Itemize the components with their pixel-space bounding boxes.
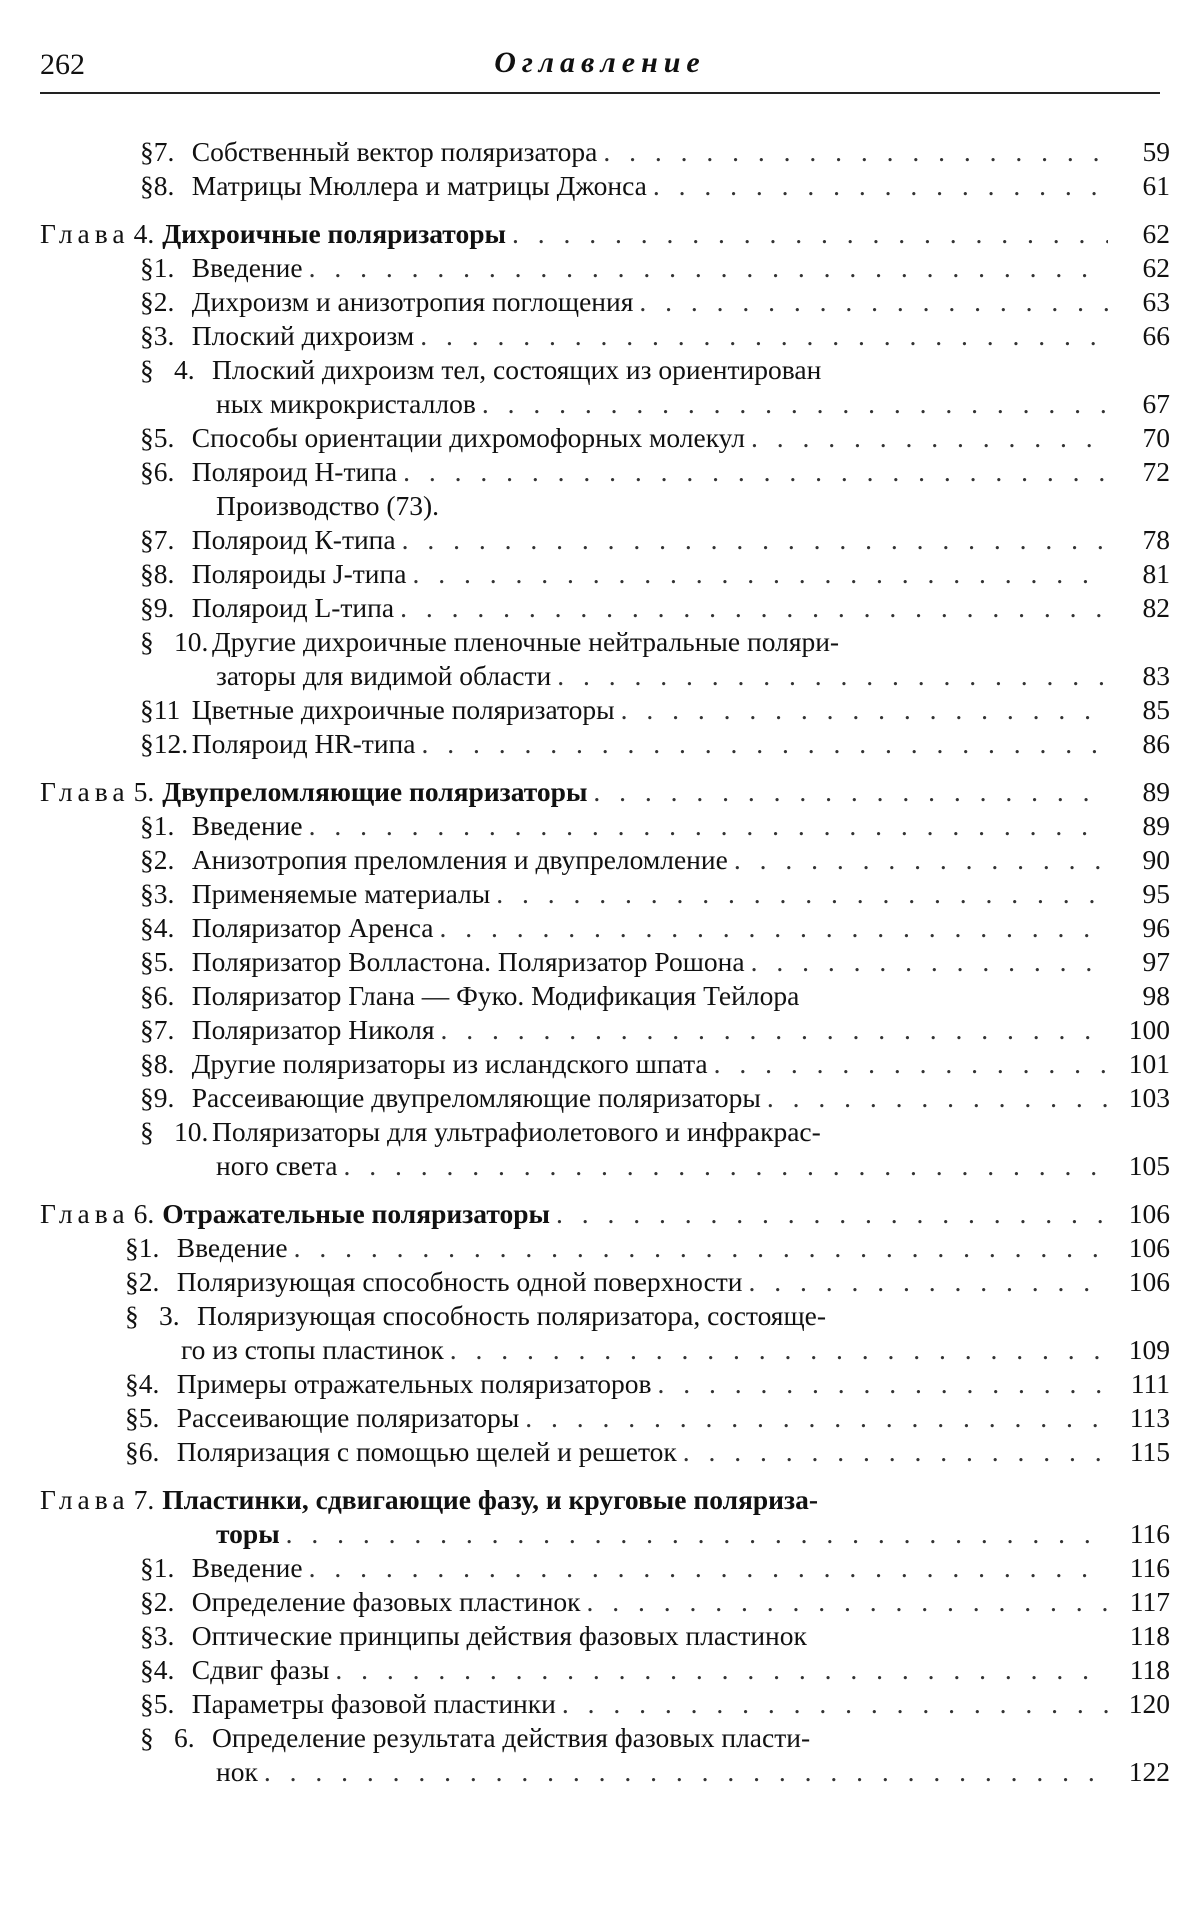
- section-number: 2.: [138, 1266, 160, 1297]
- entry-title: Параметры фазовой пластинки: [191, 1688, 556, 1719]
- toc-section: [40, 169, 1170, 203]
- entry-title: Другие дихроичные пленочные нейтральные поляри-: [212, 626, 840, 657]
- toc-continuation: [40, 1517, 1170, 1551]
- dot-leader: [402, 523, 1108, 557]
- page-ref: 106: [1128, 1232, 1170, 1263]
- page-ref: 97: [1142, 946, 1170, 977]
- page-ref: 98: [1142, 980, 1170, 1011]
- section-sign: §: [125, 1232, 139, 1263]
- page-ref: 89: [1142, 776, 1170, 807]
- toc-continuation: [40, 1333, 1170, 1367]
- entry-title: Введение: [191, 1552, 303, 1583]
- toc-chapter: [40, 217, 1170, 251]
- section-sign: §: [140, 1082, 154, 1113]
- chapter-word: Глава: [40, 1484, 130, 1515]
- page-ref: 122: [1128, 1756, 1170, 1787]
- entry-title: Поляроиды J-типа: [191, 558, 407, 589]
- entry-title: Поляризатор Глана — Фуко. Модификация Тейлора: [191, 980, 800, 1011]
- section-number: 1.: [138, 1232, 160, 1263]
- page-ref: 59: [1142, 136, 1170, 167]
- section-number: 7.: [153, 524, 175, 555]
- toc-section: [40, 1721, 1170, 1755]
- section-sign: §: [125, 1368, 139, 1399]
- entry-title: Отражательные поляризаторы: [162, 1198, 550, 1229]
- entry-title: го из стопы пластинок: [181, 1334, 444, 1365]
- section-sign: §: [140, 592, 154, 623]
- toc-chapter: [40, 775, 1170, 809]
- dot-leader: [512, 217, 1108, 251]
- dot-leader: [653, 169, 1108, 203]
- section-sign: §: [140, 1620, 154, 1651]
- section-number: 1.: [153, 252, 175, 283]
- section-sign: §: [140, 558, 154, 589]
- dot-leader: [294, 1231, 1108, 1265]
- entry-title: Собственный вектор поляризатора: [191, 136, 598, 167]
- section-sign: §: [140, 728, 154, 759]
- section-number: 7.: [153, 136, 175, 167]
- entry-title: Матрицы Мюллера и матрицы Джонса: [191, 170, 647, 201]
- entry-title: Пластинки, сдвигающие фазу, и круговые поляриза-: [162, 1484, 818, 1515]
- section-number: 5.: [153, 1688, 175, 1719]
- entry-title: Рассеивающие поляризаторы: [176, 1402, 520, 1433]
- section-number: 4.: [153, 912, 175, 943]
- section-sign: §: [140, 170, 154, 201]
- section-sign: §: [140, 252, 154, 283]
- dot-leader: [309, 251, 1108, 285]
- dot-leader: [556, 1197, 1108, 1231]
- toc-section: [40, 625, 1170, 659]
- entry-title: нок: [216, 1756, 258, 1787]
- entry-title: Плоский дихроизм: [191, 320, 415, 351]
- entry-title: Поляризующая способность одной поверхности: [176, 1266, 743, 1297]
- entry-title: Цветные дихроичные поляризаторы: [191, 694, 615, 725]
- section-number: 2.: [153, 844, 175, 875]
- page-ref: 61: [1142, 170, 1170, 201]
- toc-section: [40, 135, 1170, 169]
- dot-leader: [621, 693, 1108, 727]
- dot-leader: [749, 1265, 1108, 1299]
- page-ref: 106: [1128, 1198, 1170, 1229]
- toc-section: [40, 1435, 1170, 1469]
- section-sign: §: [140, 878, 154, 909]
- page-ref: 101: [1128, 1048, 1170, 1079]
- chapter-spacer: [40, 1183, 1170, 1197]
- dot-leader: [400, 591, 1108, 625]
- page-ref: 85: [1142, 694, 1170, 725]
- toc-section: [40, 877, 1170, 911]
- section-sign: §: [140, 320, 154, 351]
- section-sign: §: [140, 422, 154, 453]
- section-sign: §: [140, 1552, 154, 1583]
- section-sign: §: [140, 354, 154, 385]
- section-sign: §: [125, 1436, 139, 1467]
- section-sign: §: [125, 1266, 139, 1297]
- section-sign: §: [140, 626, 154, 657]
- toc-section: [40, 727, 1170, 761]
- chapter-spacer: [40, 1469, 1170, 1483]
- toc-continuation: [40, 1755, 1170, 1789]
- entry-title: Сдвиг фазы: [191, 1654, 330, 1685]
- toc-section: [40, 1231, 1170, 1265]
- section-number: 9.: [153, 592, 175, 623]
- page-ref: 62: [1142, 252, 1170, 283]
- section-sign: §: [140, 524, 154, 555]
- toc-section: [40, 945, 1170, 979]
- section-number: 10.: [174, 1116, 209, 1147]
- section-number: 3.: [153, 1620, 175, 1651]
- section-number: 10.: [174, 626, 209, 657]
- entry-title: Поляризаторы для ультрафиолетового и инфракрас-: [212, 1116, 821, 1147]
- section-number: 4.: [174, 354, 195, 385]
- toc-section: [40, 1081, 1170, 1115]
- dot-leader: [683, 1435, 1108, 1469]
- entry-title: Поляризатор Аренса: [191, 912, 434, 943]
- toc-section: [40, 353, 1170, 387]
- entry-title: Другие поляризаторы из исландского шпата: [191, 1048, 708, 1079]
- section-number: 8.: [153, 558, 175, 589]
- section-number: 5.: [138, 1402, 160, 1433]
- toc-section: [40, 1401, 1170, 1435]
- page-ref: 117: [1129, 1586, 1170, 1617]
- section-number: 2.: [153, 286, 175, 317]
- dot-leader: [420, 319, 1108, 353]
- chapter-spacer: [40, 761, 1170, 775]
- entry-title: Рассеивающие двупреломляющие поляризаторы: [191, 1082, 761, 1113]
- dot-leader: [421, 727, 1108, 761]
- section-sign: §: [140, 1654, 154, 1685]
- section-sign: §: [140, 286, 154, 317]
- section-sign: §: [140, 810, 154, 841]
- section-number: 5.: [153, 422, 175, 453]
- running-head: [40, 46, 1160, 96]
- page-ref: 109: [1128, 1334, 1170, 1365]
- entry-title: Применяемые материалы: [191, 878, 491, 909]
- entry-title: Поляризатор Волластона. Поляризатор Рошона: [191, 946, 745, 977]
- dot-leader: [557, 659, 1108, 693]
- section-sign: §: [140, 1014, 154, 1045]
- page-ref: 100: [1128, 1014, 1170, 1045]
- page-ref: 66: [1142, 320, 1170, 351]
- section-number: 12.: [153, 728, 189, 759]
- section-sign: §: [140, 1586, 154, 1617]
- toc-section: [40, 1047, 1170, 1081]
- section-number: 6.: [153, 980, 175, 1011]
- toc-section: [40, 1653, 1170, 1687]
- toc-section: [40, 1585, 1170, 1619]
- page-ref: 81: [1142, 558, 1170, 589]
- dot-leader: [734, 843, 1108, 877]
- dot-leader: [412, 557, 1108, 591]
- page-ref: 70: [1142, 422, 1170, 453]
- section-number: 1.: [153, 1552, 175, 1583]
- dot-leader: [525, 1401, 1108, 1435]
- page-ref: 72: [1142, 456, 1170, 487]
- toc-section: [40, 843, 1170, 877]
- dot-leader: [639, 285, 1108, 319]
- chapter-word: Глава: [40, 1198, 130, 1229]
- section-number: 9.: [153, 1082, 175, 1113]
- toc-continuation: [40, 489, 1170, 523]
- page-ref: 95: [1142, 878, 1170, 909]
- entry-title: Определение фазовых пластинок: [191, 1586, 581, 1617]
- section-number: 6.: [174, 1722, 195, 1753]
- section-sign: §: [140, 694, 154, 725]
- page-ref: 63: [1142, 286, 1170, 317]
- page-ref: 86: [1142, 728, 1170, 759]
- section-sign: §: [140, 1722, 154, 1753]
- entry-title: Поляризация с помощью щелей и решеток: [176, 1436, 677, 1467]
- page-ref: 118: [1129, 1620, 1170, 1651]
- page-ref: 67: [1142, 388, 1170, 419]
- entry-title: торы: [216, 1518, 280, 1549]
- section-number: 4.: [138, 1368, 160, 1399]
- toc-section: [40, 1367, 1170, 1401]
- section-sign: §: [125, 1402, 139, 1433]
- toc-continuation: [40, 659, 1170, 693]
- section-number: 5.: [153, 946, 175, 977]
- dot-leader: [343, 1149, 1108, 1183]
- toc-section: [40, 523, 1170, 557]
- running-title: Оглавление: [494, 46, 706, 79]
- toc-section: [40, 1299, 1170, 1333]
- toc-section: [40, 251, 1170, 285]
- section-sign: §: [140, 136, 154, 167]
- toc-continuation: [40, 1149, 1170, 1183]
- dot-leader: [309, 1551, 1108, 1585]
- section-number: 7.: [153, 1014, 175, 1045]
- dot-leader: [286, 1517, 1108, 1551]
- toc-continuation: [40, 387, 1170, 421]
- section-number: 8.: [153, 1048, 175, 1079]
- section-number: 6.: [153, 456, 175, 487]
- page-ref: 115: [1129, 1436, 1170, 1467]
- page-ref: 103: [1128, 1082, 1170, 1113]
- toc-section: [40, 455, 1170, 489]
- toc-section: [40, 1265, 1170, 1299]
- toc-chapter: [40, 1483, 1170, 1517]
- section-number: 6.: [138, 1436, 160, 1467]
- section-sign: §: [140, 980, 154, 1011]
- entry-title: ных микрокристаллов: [216, 388, 476, 419]
- toc-section: [40, 319, 1170, 353]
- entry-title: Поляризатор Николя: [191, 1014, 435, 1045]
- chapter-number: 4.: [133, 218, 155, 249]
- entry-title: Производство (73).: [216, 490, 440, 521]
- page-ref: 105: [1128, 1150, 1170, 1181]
- entry-title: заторы для видимой области: [216, 660, 552, 691]
- section-sign: §: [140, 844, 154, 875]
- dot-leader: [482, 387, 1108, 421]
- section-number: 1.: [153, 810, 175, 841]
- section-number: 2.: [153, 1586, 175, 1617]
- page-ref: 111: [1130, 1368, 1170, 1399]
- page-ref: 120: [1128, 1688, 1170, 1719]
- page-ref: 118: [1129, 1654, 1170, 1685]
- page-number: 262: [40, 48, 85, 81]
- dot-leader: [335, 1653, 1108, 1687]
- entry-title: Двупреломляющие поляризаторы: [162, 776, 588, 807]
- section-number: 3.: [159, 1300, 180, 1331]
- section-number: 3.: [153, 878, 175, 909]
- dot-leader: [403, 455, 1108, 489]
- toc-section: [40, 421, 1170, 455]
- entry-title: Введение: [191, 810, 303, 841]
- toc-section: [40, 1115, 1170, 1149]
- entry-title: Дихроичные поляризаторы: [162, 218, 506, 249]
- toc-section: [40, 693, 1170, 727]
- header-rule: [40, 92, 1160, 94]
- entry-title: Поляроид HR-типа: [191, 728, 416, 759]
- entry-title: Дихроизм и анизотропия поглощения: [191, 286, 634, 317]
- page-ref: 78: [1142, 524, 1170, 555]
- page-ref: 83: [1142, 660, 1170, 691]
- toc-section: [40, 1551, 1170, 1585]
- section-sign: §: [140, 1116, 154, 1147]
- entry-title: Определение результата действия фазовых пласти-: [212, 1722, 811, 1753]
- chapter-number: 5.: [133, 776, 155, 807]
- entry-title: Поляроид Н-типа: [191, 456, 398, 487]
- dot-leader: [264, 1755, 1108, 1789]
- page-ref: 96: [1142, 912, 1170, 943]
- section-sign: §: [140, 946, 154, 977]
- section-sign: §: [140, 456, 154, 487]
- dot-leader: [440, 911, 1108, 945]
- dot-leader: [714, 1047, 1108, 1081]
- toc-section: [40, 979, 1170, 1013]
- dot-leader: [751, 945, 1108, 979]
- chapter-number: 7.: [133, 1484, 155, 1515]
- page-ref: 89: [1142, 810, 1170, 841]
- dot-leader: [593, 775, 1108, 809]
- entry-title: Поляризующая способность поляризатора, состояще-: [197, 1300, 826, 1331]
- dot-leader: [657, 1367, 1108, 1401]
- toc-section: [40, 285, 1170, 319]
- dot-leader: [441, 1013, 1108, 1047]
- section-sign: §: [140, 1048, 154, 1079]
- entry-title: Примеры отражательных поляризаторов: [176, 1368, 652, 1399]
- page-ref: 90: [1142, 844, 1170, 875]
- entry-title: ного света: [216, 1150, 338, 1181]
- chapter-word: Глава: [40, 776, 130, 807]
- page-ref: 116: [1129, 1552, 1170, 1583]
- section-sign: §: [140, 912, 154, 943]
- section-number: 3.: [153, 320, 175, 351]
- dot-leader: [450, 1333, 1108, 1367]
- dot-leader: [751, 421, 1108, 455]
- entry-title: Введение: [176, 1232, 288, 1263]
- chapter-spacer: [40, 203, 1170, 217]
- dot-leader: [309, 809, 1108, 843]
- entry-title: Введение: [191, 252, 303, 283]
- toc-section: [40, 1013, 1170, 1047]
- page-ref: 113: [1129, 1402, 1170, 1433]
- section-number: 4.: [153, 1654, 175, 1685]
- page-ref: 62: [1142, 218, 1170, 249]
- entry-title: Плоский дихроизм тел, состоящих из ориентирован: [212, 354, 822, 385]
- entry-title: Поляроид L-типа: [191, 592, 395, 623]
- entry-title: Оптические принципы действия фазовых пластинок: [191, 1620, 807, 1651]
- entry-title: Анизотропия преломления и двупреломление: [191, 844, 728, 875]
- toc-section: [40, 1619, 1170, 1653]
- dot-leader: [496, 877, 1108, 911]
- dot-leader: [603, 135, 1108, 169]
- chapter-number: 6.: [133, 1198, 155, 1229]
- page-ref: 116: [1129, 1518, 1170, 1549]
- page-ref: 82: [1142, 592, 1170, 623]
- section-number: 11: [153, 694, 181, 725]
- section-sign: §: [125, 1300, 139, 1331]
- dot-leader: [562, 1687, 1108, 1721]
- section-number: 8.: [153, 170, 175, 201]
- table-of-contents: [40, 135, 1170, 1789]
- toc-section: [40, 809, 1170, 843]
- toc-section: [40, 1687, 1170, 1721]
- section-sign: §: [140, 1688, 154, 1719]
- dot-leader: [587, 1585, 1108, 1619]
- entry-title: Способы ориентации дихромофорных молекул: [191, 422, 745, 453]
- dot-leader: [767, 1081, 1108, 1115]
- toc-section: [40, 911, 1170, 945]
- entry-title: Поляроид К-типа: [191, 524, 396, 555]
- toc-chapter: [40, 1197, 1170, 1231]
- chapter-word: Глава: [40, 218, 130, 249]
- page-ref: 106: [1128, 1266, 1170, 1297]
- toc-section: [40, 591, 1170, 625]
- toc-section: [40, 557, 1170, 591]
